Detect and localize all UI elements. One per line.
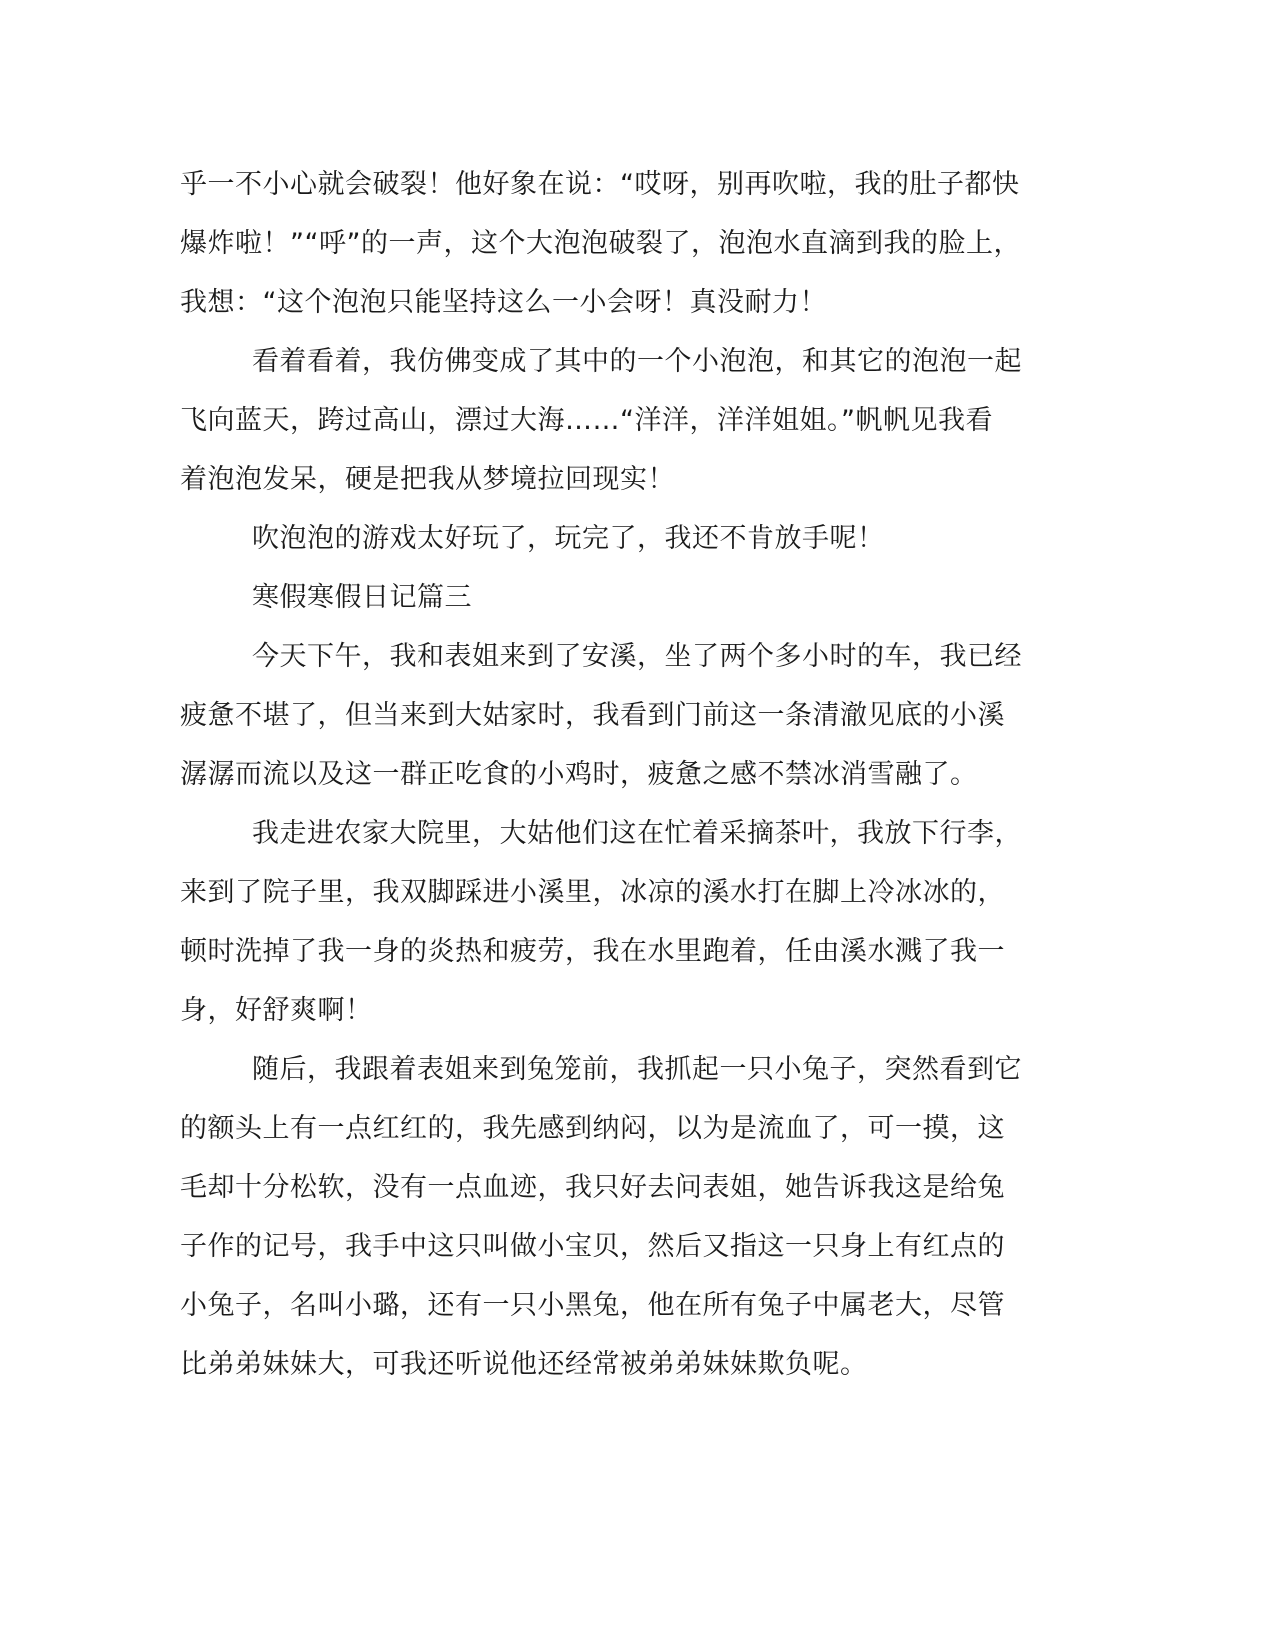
text-line: 吹泡泡的游戏太好玩了，玩完了，我还不肯放手呢！ — [252, 523, 885, 554]
text-line: 潺潺而流以及这一群正吃食的小鸡时，疲惫之感不禁冰消雪融了。 — [180, 759, 978, 790]
text-line: 着泡泡发呆，硬是把我从梦境拉回现实！ — [180, 464, 675, 495]
text-line: 我走进农家大院里，大姑他们这在忙着采摘茶叶，我放下行李， — [252, 818, 1022, 849]
text-line: 毛却十分松软，没有一点血迹，我只好去问表姐，她告诉我这是给兔 — [180, 1172, 1005, 1203]
text-line: 比弟弟妹妹大，可我还听说他还经常被弟弟妹妹欺负呢。 — [180, 1349, 868, 1380]
text-line: 看着看着，我仿佛变成了其中的一个小泡泡，和其它的泡泡一起 — [252, 346, 1022, 377]
text-line: 飞向蓝天，跨过高山，漂过大海……“洋洋，洋洋姐姐。”帆帆见我看 — [180, 405, 993, 436]
text-line: 乎一不小心就会破裂！他好象在说：“哎呀，别再吹啦，我的肚子都快 — [180, 169, 1020, 200]
text-line: 今天下午，我和表姐来到了安溪，坐了两个多小时的车，我已经 — [252, 641, 1022, 672]
text-line: 我想：“这个泡泡只能坚持这么一小会呀！真没耐力！ — [180, 287, 827, 318]
section-heading: 寒假寒假日记篇三 — [252, 582, 472, 613]
text-line: 来到了院子里，我双脚踩进小溪里，冰凉的溪水打在脚上冷冰冰的， — [180, 877, 1005, 908]
document-body — [180, 155, 1060, 1394]
text-line: 的额头上有一点红红的，我先感到纳闷，以为是流血了，可一摸，这 — [180, 1113, 1005, 1144]
text-line: 疲惫不堪了，但当来到大姑家时，我看到门前这一条清澈见底的小溪 — [180, 700, 1005, 731]
text-line: 身，好舒爽啊！ — [180, 995, 373, 1026]
text-line: 子作的记号，我手中这只叫做小宝贝，然后又指这一只身上有红点的 — [180, 1231, 1005, 1262]
text-line: 爆炸啦！”“呼”的一声，这个大泡泡破裂了，泡泡水直滴到我的脸上， — [180, 228, 1021, 259]
text-line: 小兔子，名叫小璐，还有一只小黑兔，他在所有兔子中属老大，尽管 — [180, 1290, 1005, 1321]
text-line: 顿时洗掉了我一身的炎热和疲劳，我在水里跑着，任由溪水溅了我一 — [180, 936, 1005, 967]
text-line: 随后，我跟着表姐来到兔笼前，我抓起一只小兔子，突然看到它 — [252, 1054, 1022, 1085]
